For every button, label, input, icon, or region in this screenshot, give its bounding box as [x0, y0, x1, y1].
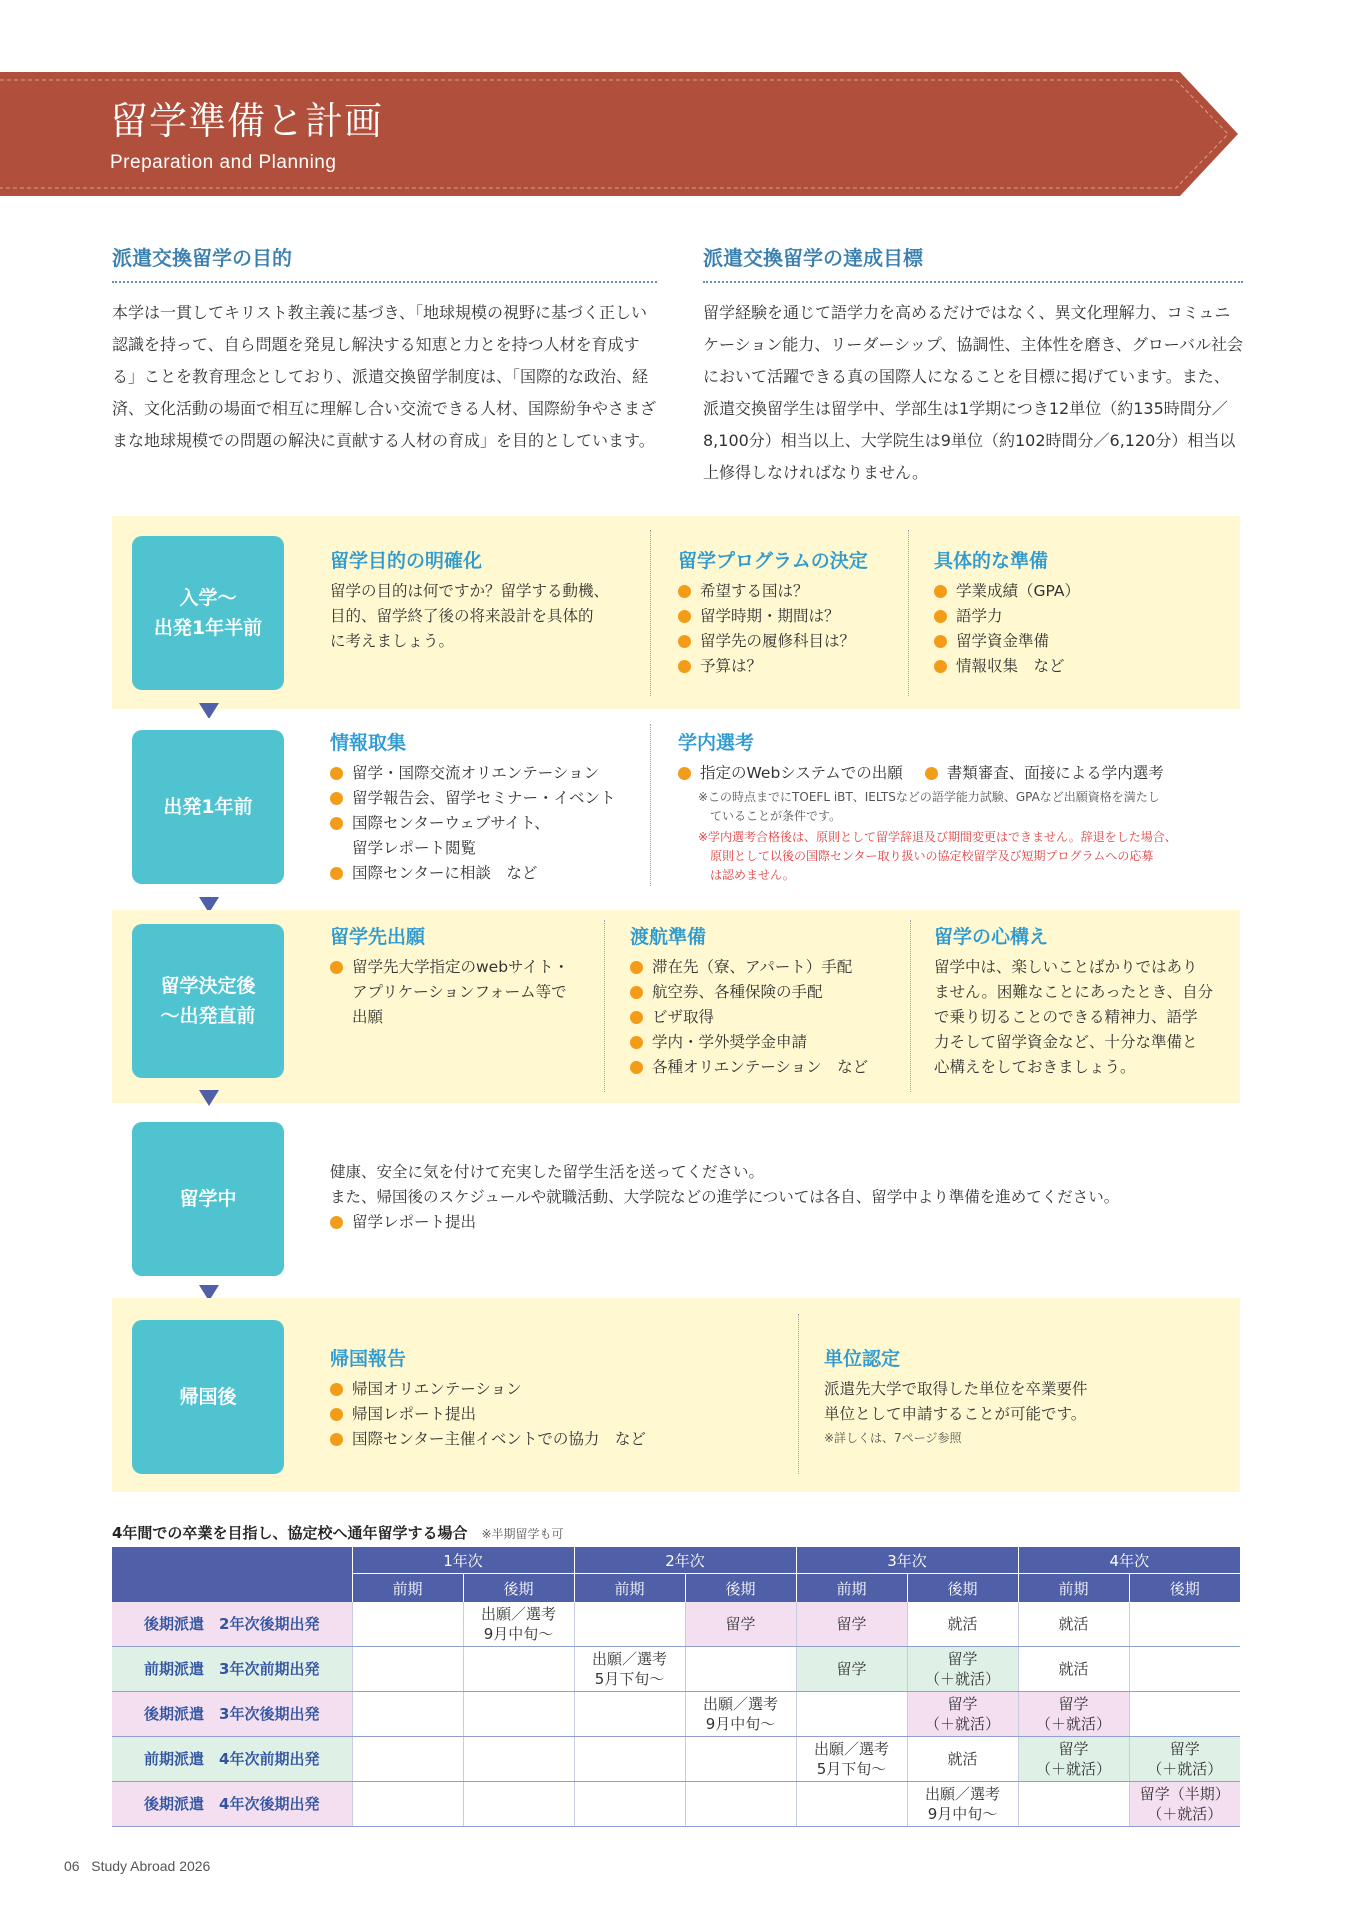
section-title: 渡航準備 — [630, 926, 707, 948]
table-cell: 留学 （＋就活） — [1018, 1692, 1129, 1737]
stage-label-4: 留学中 — [132, 1122, 284, 1276]
table-cell — [685, 1647, 796, 1692]
bullet-dot-icon — [678, 767, 691, 780]
intro-purpose-body: 本学は一貫してキリスト教主義に基づき、「地球規模の視野に基づく正しい認識を持って、自ら問題を発見し解決する知恵と力とを持つ人材を育成する」ことを教育理念としており、派遣交換留学制度は、「国際的な政治、経済、文化活動の場面で相互に理解し合い交流できる人材、国際紛争やさまざまな地球規模での問題の解決に貢献する人材の育成」を目的としています。 — [112, 303, 657, 450]
term-header: 前期 — [574, 1574, 685, 1603]
list-item: 留学先大学指定のwebサイト・ アプリケーションフォーム等で 出願 — [330, 955, 590, 1030]
credit-note: ※詳しくは、7ページ参照 — [824, 1431, 962, 1445]
list-item: 情報収集 など — [934, 654, 1224, 679]
row-label: 前期派遣 3年次前期出発 — [112, 1647, 352, 1692]
stage3-apply — [330, 922, 590, 1030]
table-cell — [574, 1602, 685, 1647]
stage-band-1 — [112, 516, 1240, 709]
page-number: 06 — [64, 1858, 80, 1874]
section-text: 留学の目的は何ですか？留学する動機、 目的、留学終了後の将来設計を具体的 に考えましょう。 — [330, 582, 610, 650]
schedule-title: 4年間での卒業を目指し、協定校へ通年留学する場合 ※半期留学も可 — [112, 1524, 564, 1542]
list-item: 留学資金準備 — [934, 629, 1224, 654]
bullet-dot-icon — [330, 1433, 343, 1446]
bullet-dot-icon — [678, 660, 691, 673]
list-item: ビザ取得 — [630, 1005, 910, 1030]
list-item: 滞在先（寮、アパート）手配 — [630, 955, 910, 980]
section-title: 具体的な準備 — [934, 550, 1049, 572]
bullet-dot-icon — [330, 767, 343, 780]
table-cell: 留学 （＋就活） — [1129, 1737, 1240, 1782]
table-cell: 出願／選考 9月中旬〜 — [685, 1692, 796, 1737]
row-label: 前期派遣 4年次前期出発 — [112, 1737, 352, 1782]
list-item: 留学時期・期間は？ — [678, 604, 908, 629]
list-item: 予算は？ — [678, 654, 908, 679]
stage5-report — [330, 1344, 750, 1452]
table-cell: 就活 — [907, 1602, 1018, 1647]
divider — [798, 1314, 799, 1474]
intro-goals-heading: 派遣交換留学の達成目標 — [703, 242, 1243, 283]
table-row — [112, 1602, 1240, 1647]
table-cell — [352, 1647, 463, 1692]
stage-band-2 — [112, 718, 1240, 893]
table-cell — [685, 1782, 796, 1827]
year-header: 1年次 — [352, 1547, 574, 1574]
divider — [650, 724, 651, 886]
year-header: 3年次 — [796, 1547, 1018, 1574]
row-label: 後期派遣 3年次後期出発 — [112, 1692, 352, 1737]
divider — [908, 530, 909, 696]
bullet-dot-icon — [630, 1061, 643, 1074]
stage5-credit — [824, 1344, 1224, 1448]
stage1-prep — [934, 546, 1224, 679]
list-item: 留学・国際交流オリエンテーション — [330, 761, 650, 786]
stage4-during — [330, 1160, 1230, 1235]
table-cell — [463, 1692, 574, 1737]
table-row — [112, 1647, 1240, 1692]
schedule-note: ※半期留学も可 — [481, 1527, 564, 1541]
section-title: 留学の心構え — [934, 926, 1049, 948]
term-header: 後期 — [1129, 1574, 1240, 1603]
bullet-dot-icon — [678, 610, 691, 623]
stage-label-2: 出発1年前 — [132, 730, 284, 884]
page-title: 留学準備と計画 — [110, 99, 384, 143]
bullet-dot-icon — [925, 767, 938, 780]
divider — [650, 530, 651, 696]
bullet-dot-icon — [330, 1383, 343, 1396]
section-title: 留学目的の明確化 — [330, 550, 483, 572]
bullet-dot-icon — [330, 817, 343, 830]
list-item: 国際センターウェブサイト、 留学レポート閲覧 — [330, 811, 650, 861]
table-row — [112, 1737, 1240, 1782]
table-cell — [574, 1782, 685, 1827]
list-item: 留学先の履修科目は？ — [678, 629, 908, 654]
bullet-dot-icon — [630, 986, 643, 999]
divider — [604, 920, 605, 1092]
table-cell: 留学 — [685, 1602, 796, 1647]
table-cell — [1129, 1647, 1240, 1692]
bullet-dot-icon — [330, 961, 343, 974]
stage-label-1: 入学〜 出発1年半前 — [132, 536, 284, 690]
table-cell — [352, 1782, 463, 1827]
list-item: 希望する国は？ — [678, 579, 908, 604]
section-text: 健康、安全に気を付けて充実した留学生活を送ってください。 また、帰国後のスケジュールや就職活動、大学院などの進学については各自、留学中より準備を進めてください。 — [330, 1163, 1120, 1206]
stage-band-3 — [112, 910, 1240, 1103]
table-cell — [463, 1782, 574, 1827]
down-arrow-icon — [199, 703, 219, 719]
bullet-dot-icon — [330, 867, 343, 880]
bullet-dot-icon — [630, 961, 643, 974]
bullet-dot-icon — [630, 1011, 643, 1024]
term-header: 前期 — [1018, 1574, 1129, 1603]
stage2-selection — [678, 728, 1238, 885]
header-banner — [0, 72, 1238, 196]
section-text: 留学中は、楽しいことばかりではあり ません。困難なことにあったとき、自分 で乗り切ることのできる精神力、語学 力そして留学資金など、十分な準備と 心構えをしておきましょう。 — [934, 958, 1214, 1076]
divider — [910, 920, 911, 1092]
bullet-dot-icon — [934, 585, 947, 598]
stage-label-5: 帰国後 — [132, 1320, 284, 1474]
table-cell — [796, 1692, 907, 1737]
bullet-dot-icon — [330, 792, 343, 805]
table-cell — [1129, 1602, 1240, 1647]
schedule-table — [112, 1547, 1240, 1827]
table-cell: 出願／選考 5月下旬〜 — [574, 1647, 685, 1692]
table-cell: 就活 — [1018, 1602, 1129, 1647]
table-cell: 留学 （＋就活） — [907, 1647, 1018, 1692]
list-item: 学業成績（GPA） — [934, 579, 1224, 604]
section-text: 派遣先大学で取得した単位を卒業要件 単位として申請することが可能です。 — [824, 1380, 1088, 1423]
table-cell: 就活 — [1018, 1647, 1129, 1692]
table-row — [112, 1782, 1240, 1827]
bullet-dot-icon — [934, 660, 947, 673]
table-cell — [796, 1782, 907, 1827]
row-label: 後期派遣 2年次後期出発 — [112, 1602, 352, 1647]
intro-goals — [703, 242, 1243, 489]
intro-purpose — [112, 242, 657, 457]
table-row — [112, 1692, 1240, 1737]
list-item: 各種オリエンテーション など — [630, 1055, 910, 1080]
bullet-dot-icon — [678, 585, 691, 598]
list-item: 国際センターに相談 など — [330, 861, 650, 886]
table-cell: 就活 — [907, 1737, 1018, 1782]
bullet-dot-icon — [678, 635, 691, 648]
down-arrow-icon — [199, 1090, 219, 1106]
table-cell: 出願／選考 5月下旬〜 — [796, 1737, 907, 1782]
table-cell — [352, 1737, 463, 1782]
table-cell: 留学 （＋就活） — [907, 1692, 1018, 1737]
table-cell — [574, 1737, 685, 1782]
table-cell — [352, 1602, 463, 1647]
table-cell — [463, 1647, 574, 1692]
section-title: 留学先出願 — [330, 926, 426, 948]
bullet-dot-icon — [330, 1408, 343, 1421]
page-footer — [64, 1858, 210, 1874]
selection-warning: ※学内選考合格後は、原則として留学辞退及び期間変更はできません。辞退をした場合、 原則として以後の国際センター取り扱いの協定校留学及び短期プログラムへの応募 は認めません。 — [698, 830, 1177, 882]
term-header: 前期 — [352, 1574, 463, 1603]
table-cell — [463, 1737, 574, 1782]
list-item: 語学力 — [934, 604, 1224, 629]
bullet-dot-icon — [934, 610, 947, 623]
bullet-dot-icon — [630, 1036, 643, 1049]
table-cell — [352, 1692, 463, 1737]
table-corner — [112, 1547, 352, 1602]
table-cell: 留学（半期） （＋就活） — [1129, 1782, 1240, 1827]
list-item: 帰国レポート提出 — [330, 1402, 750, 1427]
list-item: 学内・学外奨学金申請 — [630, 1030, 910, 1055]
row-label: 後期派遣 4年次後期出発 — [112, 1782, 352, 1827]
list-item: 航空券、各種保険の手配 — [630, 980, 910, 1005]
section-title: 帰国報告 — [330, 1348, 407, 1370]
intro-purpose-heading: 派遣交換留学の目的 — [112, 242, 657, 283]
table-cell — [574, 1692, 685, 1737]
list-item: 留学レポート提出 — [330, 1210, 1230, 1235]
section-title: 情報取集 — [330, 732, 407, 754]
section-title: 単位認定 — [824, 1348, 901, 1370]
stage-label-3: 留学決定後 〜出発直前 — [132, 924, 284, 1078]
stage1-program — [678, 546, 908, 679]
list-item: 書類審査、面接による学内選考 — [925, 761, 1164, 786]
table-cell: 留学 （＋就活） — [1018, 1737, 1129, 1782]
stage1-purpose — [330, 546, 650, 654]
bullet-dot-icon — [330, 1216, 343, 1229]
intro-goals-body: 留学経験を通じて語学力を高めるだけではなく、異文化理解力、コミュニケーション能力、リーダーシップ、協調性、主体性を磨き、グローバル社会において活躍できる真の国際人になることを目標に掲げています。また、派遣交換留学生は留学中、学部生は1学期につき12単位（約135時間分／8,100分）相当以上、大学院生は9単位（約102時間分／6,120分）相当以上修得しなければなりません。 — [703, 303, 1244, 482]
table-cell: 留学 — [796, 1647, 907, 1692]
year-header: 2年次 — [574, 1547, 796, 1574]
stage-band-4 — [112, 1110, 1240, 1285]
stage3-mindset — [934, 922, 1234, 1080]
term-header: 前期 — [796, 1574, 907, 1603]
term-header: 後期 — [907, 1574, 1018, 1603]
list-item: 国際センター主催イベントでの協力 など — [330, 1427, 750, 1452]
page-subtitle: Preparation and Planning — [110, 152, 337, 173]
stage2-info — [330, 728, 650, 886]
list-item: 指定のWebシステムでの出願 — [678, 761, 903, 786]
section-title: 学内選考 — [678, 732, 755, 754]
table-cell: 出願／選考 9月中旬〜 — [463, 1602, 574, 1647]
publication-name: Study Abroad 2026 — [91, 1858, 211, 1874]
term-header: 後期 — [685, 1574, 796, 1603]
table-cell — [1018, 1782, 1129, 1827]
stage-band-5 — [112, 1298, 1240, 1492]
year-header: 4年次 — [1018, 1547, 1240, 1574]
section-title: 留学プログラムの決定 — [678, 550, 868, 572]
bullet-dot-icon — [934, 635, 947, 648]
table-cell — [685, 1737, 796, 1782]
list-item: 帰国オリエンテーション — [330, 1377, 750, 1402]
term-header: 後期 — [463, 1574, 574, 1603]
selection-note: ※この時点までにTOEFL iBT、IELTSなどの語学能力試験、GPAなど出願資格を満たし ていることが条件です。 — [698, 790, 1160, 823]
table-cell: 出願／選考 9月中旬〜 — [907, 1782, 1018, 1827]
list-item: 留学報告会、留学セミナー・イベント — [330, 786, 650, 811]
stage3-travel — [630, 922, 910, 1080]
table-cell: 留学 — [796, 1602, 907, 1647]
table-cell — [1129, 1692, 1240, 1737]
